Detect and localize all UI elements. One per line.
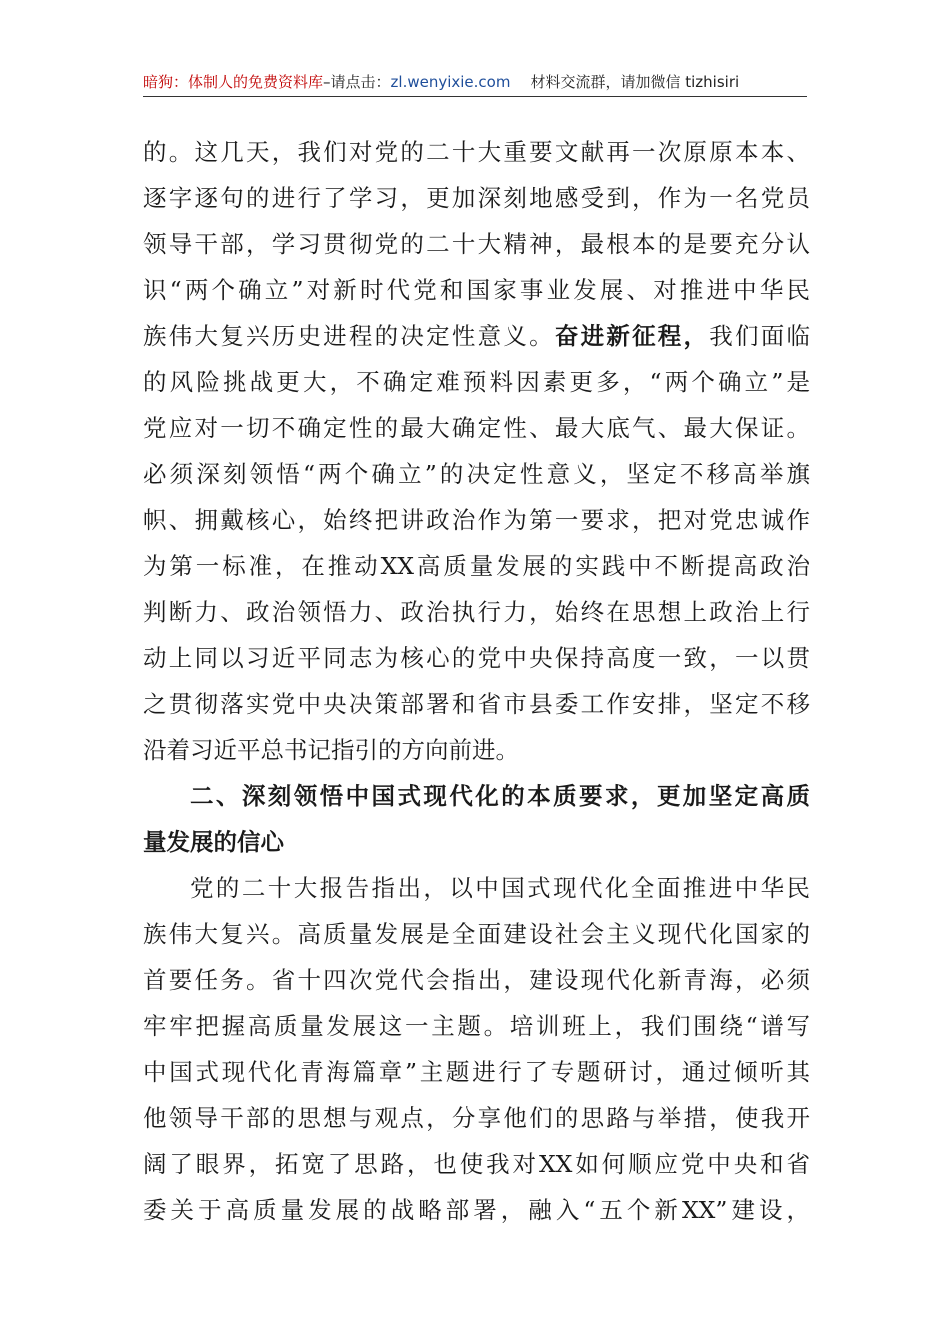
text-line: 首要任务。省十四次党代会指出，建设现代化新青海，必须 — [143, 966, 810, 994]
text-line: 党的二十大报告指出，以中国式现代化全面推进中华民 — [190, 874, 810, 902]
text-line: 的风险挑战更大，不确定难预料因素更多，“两个确立”是 — [143, 368, 810, 396]
paragraph-1 — [143, 136, 810, 780]
text-line: 帜、拥戴核心，始终把讲政治作为第一要求，把对党忠诚作 — [143, 506, 810, 534]
text-line: 必须深刻领悟“两个确立”的决定性意义，坚定不移高举旗 — [143, 460, 810, 488]
text-line: 党应对一切不确定性的最大确定性、最大底气、最大保证。 — [143, 414, 810, 442]
document-body — [143, 136, 810, 1240]
text-segment: 族伟大复兴历史进程的决定性意义。 — [143, 322, 555, 350]
paragraph-2 — [143, 872, 810, 1240]
text-line: 他领导干部的思想与观点，分享他们的思路与举措，使我开 — [143, 1104, 810, 1132]
heading-line: 量发展的信心 — [143, 828, 284, 856]
text-line: 委关于高质量发展的战略部署，融入“五个新XX”建设， — [143, 1196, 810, 1224]
text-line: 中国式现代化青海篇章”主题进行了专题研讨，通过倾听其 — [143, 1058, 810, 1086]
text-segment: 我们面临 — [709, 322, 810, 350]
text-line: 之贯彻落实党中央决策部署和省市县委工作安排，坚定不移 — [143, 690, 810, 718]
text-line: 的。这几天，我们对党的二十大重要文献再一次原原本本、 — [143, 138, 810, 166]
text-line: 牢牢把握高质量发展这一主题。培训班上，我们围绕“谱写 — [143, 1012, 810, 1040]
text-line: 动上同以习近平同志为核心的党中央保持高度一致，一以贯 — [143, 644, 810, 672]
heading-line: 二、深刻领悟中国式现代化的本质要求，更加坚定高质 — [190, 782, 810, 810]
header-site-name: 暗狗：体制人的免费资料库 — [143, 73, 324, 91]
header-group-text: 材料交流群，请加微信 tizhisiri — [530, 73, 740, 91]
header-click-prompt: –请点击： — [323, 73, 391, 91]
text-line: 阔了眼界，拓宽了思路，也使我对XX如何顺应党中央和省 — [143, 1150, 810, 1178]
text-line: 逐字逐句的进行了学习，更加深刻地感受到，作为一名党员 — [143, 184, 810, 212]
text-line: 判断力、政治领悟力、政治执行力，始终在思想上政治上行 — [143, 598, 810, 626]
header-url-link[interactable]: zl.wenyixie.com — [390, 73, 511, 91]
section-heading — [143, 780, 810, 872]
text-line: 沿着习近平总书记指引的方向前进。 — [143, 736, 519, 764]
text-line: 族伟大复兴。高质量发展是全面建设社会主义现代化国家的 — [143, 920, 810, 948]
text-line: 领导干部，学习贯彻党的二十大精神，最根本的是要充分认 — [143, 230, 810, 258]
text-line — [143, 320, 810, 366]
text-line: 识“两个确立”对新时代党和国家事业发展、对推进中华民 — [143, 276, 810, 304]
bold-phrase: 奋进新征程， — [554, 322, 710, 350]
text-line: 为第一标准，在推动XX高质量发展的实践中不断提高政治 — [143, 552, 810, 580]
page-header — [143, 70, 807, 97]
